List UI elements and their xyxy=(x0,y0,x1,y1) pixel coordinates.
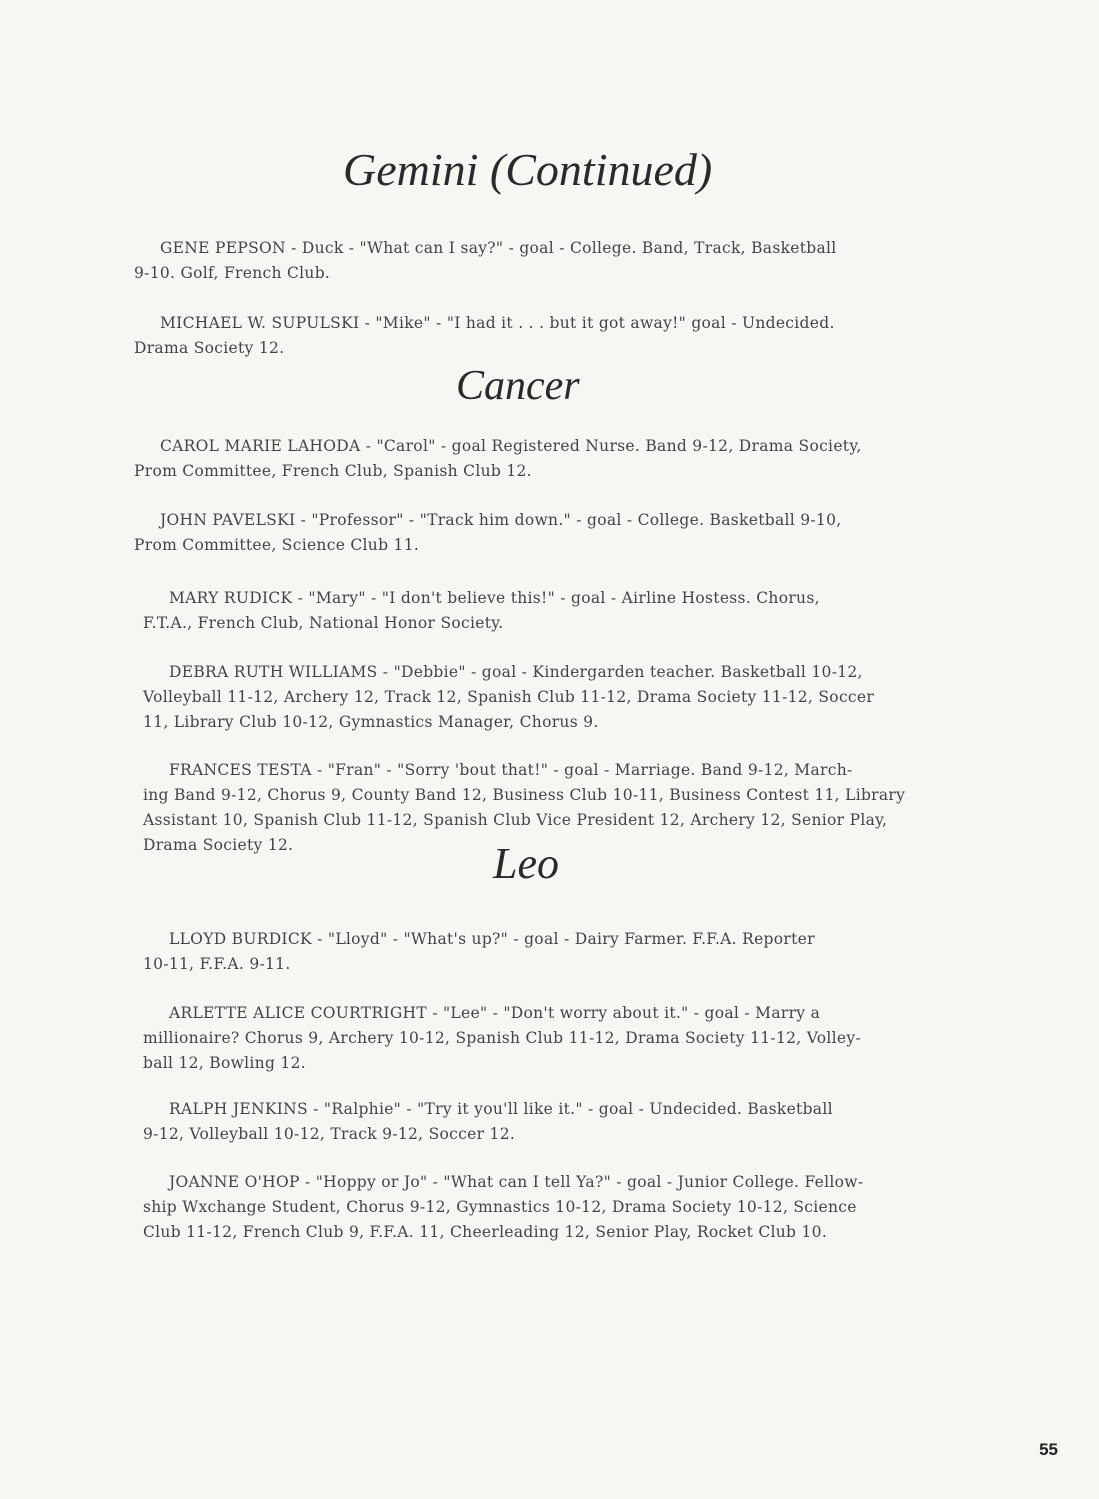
entry-john-pavelski: JOHN PAVELSKI - "Professor" - "Track him down." - goal - College. Basketball 9-10, Prom Committee, Science Club 11. xyxy=(134,511,842,554)
entry-carol-lahoda: CAROL MARIE LAHODA - "Carol" - goal Registered Nurse. Band 9-12, Drama Society, Prom Committee, French Club, Spanish Club 12. xyxy=(134,437,862,480)
heading-leo: Leo xyxy=(493,839,559,888)
heading-gemini: Gemini (Continued) xyxy=(343,144,713,195)
entry-debra-williams: DEBRA RUTH WILLIAMS - "Debbie" - goal - Kindergarden teacher. Basketball 10-12, Volleyball 11-12, Archery 12, Track 12, Spanish Club 11-12, Drama Society 11-12, Soccer 11, Library Club 10-12, Gymnastics Manager, Chorus 9. xyxy=(143,663,875,731)
entry-michael-supulski: MICHAEL W. SUPULSKI - "Mike" - "I had it . . . but it got away!" goal - Undecided. Drama Society 12. xyxy=(134,314,835,357)
entry-mary-rudick: MARY RUDICK - "Mary" - "I don't believe this!" - goal - Airline Hostess. Chorus, F.T.A., French Club, National Honor Society. xyxy=(143,589,820,632)
page-number: 55 xyxy=(1039,1440,1058,1459)
entry-arlette-courtright: ARLETTE ALICE COURTRIGHT - "Lee" - "Don't worry about it." - goal - Marry a millionaire? Chorus 9, Archery 10-12, Spanish Club 11-12, Drama Society 11-12, Volley- ball 12, Bowling 12. xyxy=(143,1004,862,1072)
entry-ralph-jenkins: RALPH JENKINS - "Ralphie" - "Try it you'll like it." - goal - Undecided. Basketball 9-12, Volleyball 10-12, Track 9-12, Soccer 12. xyxy=(143,1100,833,1143)
entry-gene-pepson: GENE PEPSON - Duck - "What can I say?" - goal - College. Band, Track, Basketball 9-10. Golf, French Club. xyxy=(134,239,837,282)
entry-frances-testa: FRANCES TESTA - "Fran" - "Sorry 'bout that!" - goal - Marriage. Band 9-12, March- ing Band 9-12, Chorus 9, County Band 12, Business Club 10-11, Business Contest 11, Library Assistant 10, Spanish Club 11-12, Spanish Club Vice President 12, Archery 12, Senior Play, Drama Society 12. xyxy=(143,761,906,854)
heading-cancer: Cancer xyxy=(456,363,580,409)
entry-lloyd-burdick: LLOYD BURDICK - "Lloyd" - "What's up?" - goal - Dairy Farmer. F.F.A. Reporter 10-11, F.F.A. 9-11. xyxy=(143,930,815,973)
entry-joanne-ohop: JOANNE O'HOP - "Hoppy or Jo" - "What can I tell Ya?" - goal - Junior College. Fellow- ship Wxchange Student, Chorus 9-12, Gymnastics 10-12, Drama Society 10-12, Science Club 11-12, French Club 9, F.F.A. 11, Cheerleading 12, Senior Play, Rocket Club 10. xyxy=(143,1173,864,1241)
